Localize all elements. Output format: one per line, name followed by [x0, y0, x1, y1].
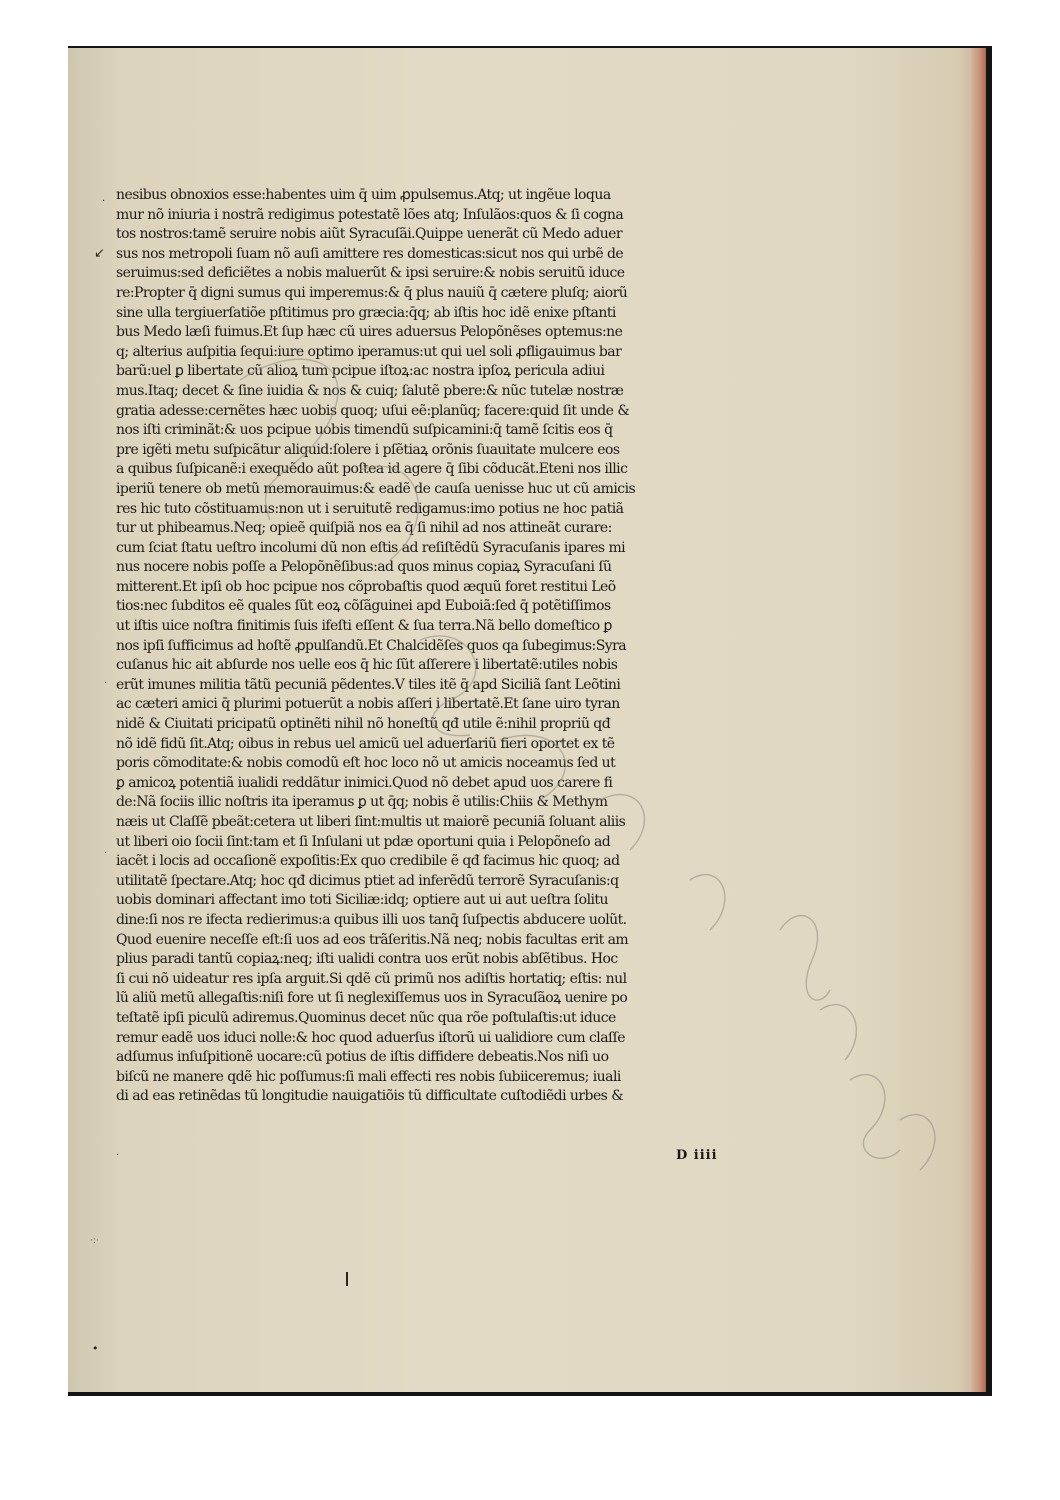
text-line: sine ulla tergiuerſatiõe pſtitimus pro græcia:q̄q; ab iſtis hoc idẽ enixe pſtanti — [116, 304, 616, 321]
text-line: barũ:uel ꝑ libertate cũ alioꝝ tum pcipue iſtoꝝ:ac nostra ipſoꝝ pericula adiui — [116, 363, 605, 380]
text-line: dine:ſi nos re ifecta redierimus:a quibus illi uos tanq̄ ſuſpectis abducere uolũt. — [116, 911, 627, 928]
text-line: uobis dominari affectant imo toti Siciliæ:idq; optiere aut ui aut ueſtra ſolitu — [116, 892, 608, 909]
margin-mark-dot: · — [104, 848, 108, 859]
text-line: utilitatẽ ſpectare.Atq; hoc qđ dicimus ptiet ad inferẽdũ terrorẽ Syracuſanis:q — [116, 872, 619, 889]
text-line: ꝑ amicoꝝ potentiã iualidi reddãtur inimici.Quod nõ debet apud uos carere fi — [116, 774, 613, 791]
text-line: ut liberi oio ſocii ſint:tam et ſi Inſulani ut pdæ oportuni quia i Pelopõneſo ad — [116, 833, 611, 850]
margin-mark-dot: · — [116, 1150, 120, 1161]
text-line: nos iſti criminãt:& uos pcipue uobis timendũ suſpicamini:q̄ tamẽ ſcitis eos q̄ — [116, 422, 613, 439]
printed-text-block — [116, 186, 768, 1107]
text-line: plius paradi tantũ copiaꝝ:neq; iſti ualidi contra uos erũt nobis abſẽtibus. Hoc — [116, 951, 618, 968]
text-line: biſcũ ne manere qdẽ hic poſſumus:ſi mali effecti res nobis ſubiiceremus; iuali — [116, 1068, 621, 1085]
text-line: di ad eas retinẽdas tũ longitudie nauigatiõis tũ difficultate cuſtodiẽdi urbes & — [116, 1088, 624, 1105]
text-line: lũ aliũ metũ allegaſtis:niſi fore ut ſi neglexiſſemus uos in Syracuſãoꝝ uenire po — [116, 990, 628, 1007]
text-line: bus Medo læſi fuimus.Et ſup hæc cũ uires aduersus Pelopõnẽses optemus:ne — [116, 324, 623, 341]
margin-mark-dot: ·:· — [90, 1236, 99, 1246]
text-line: Quod euenire neceſſe eſt:ſi uos ad eos trãſeritis.Nã neq; nobis facultas erit am — [116, 931, 629, 948]
text-line: adſumus inſuſpitionẽ uocare:cũ potius de iſtis diffidere debeatis.Nos niſi uo — [116, 1049, 609, 1066]
text-line: nesibus obnoxios esse:habentes uim q̄ uim ꝓpulsemus.Atq; ut ingẽue loqua — [116, 187, 611, 203]
text-line: pre igẽti metu suſpicãtur aliquid:ſolere i pſẽtiaꝝ orõnis ſuauitate mulcere eos — [116, 441, 620, 458]
text-line: seruimus:sed deficiẽtes a nobis maluerũt & ipsi seruire:& nobis seruitũ iduce — [116, 265, 625, 282]
text-line: teſtatẽ ipſi piculũ adiremus.Quominus decet nũc qua rõe poſtulaſtis:ut iduce — [116, 1009, 616, 1026]
text-line: gratia adesse:cernẽtes hæc uobis quoq; uſui eẽ:planũq; facere:quid ſit unde & — [116, 402, 630, 419]
margin-mark-dot: • — [92, 1342, 99, 1355]
text-line: nus nocere nobis poſſe a Pelopõnẽſibus:ad quos minus copiaꝝ Syracuſani ſũ — [116, 559, 612, 576]
text-line: poris cõmoditate:& nobis comodũ eſt hoc loco nõ ut amicis noceamus ſed ut — [116, 755, 616, 772]
text-line: nos ipſi ſufficimus ad hoſtẽ ꝓpulſandũ.Et Chalcidẽſes quos qa ſubegimus:Syra — [116, 637, 627, 654]
text-line: nidẽ & Ciuitati pricipatũ optinẽti nihil nõ honeſtũ qđ utile ẽ:nihil propriũ qđ — [116, 716, 611, 733]
text-line: tur ut phibeamus.Neq; opieẽ quiſpiã nos ea q̄ ſi nihil ad nos attineãt curare: — [116, 520, 612, 537]
signature-mark: D iiii — [676, 1148, 718, 1163]
text-line: re:Propter q̄ digni sumus qui imperemus:& q̄ plus nauiũ q̄ cætere pluſq; aiorũ — [116, 284, 628, 301]
text-line: a quibus ſuſpicanẽ:i exequẽdo aũt poſtea id agere q̄ ſibi cõducãt.Eteni nos illic — [116, 461, 628, 478]
text-line: næis ut Claſſẽ pbeãt:cetera ut liberi ſint:multis ut maiorẽ pecuniã ſoluant aliis — [116, 814, 626, 830]
text-line: cuſanus hic ait abſurde nos uelle eos q̄ hic ſũt aſſerere i libertatẽ:utiles nobis — [116, 657, 618, 674]
text-line: tios:nec ſubditos eẽ quales ſũt eoꝝ cõſãguinei apd Euboiã:ſed q̄ potẽtiſſimos — [116, 598, 611, 615]
text-line: mitterent.Et ipſi ob hoc pcipue nos cõprobaſtis quod æquũ foret restitui Leõ — [116, 578, 616, 595]
margin-mark-top: · — [102, 196, 106, 207]
text-line: q; alterius auſpitia ſequi:iure optimo iperamus:ut qui uel soli ꝓfligauimus bar — [116, 343, 622, 360]
text-line: ſi cui nõ uideatur res ipſa arguit.Si qdẽ cũ primũ nos adiſtis hortatiq; eſtis: nul — [116, 970, 627, 987]
text-line: mus.Itaq; decet & ſine iuidia & nos & cuiq; ſalutẽ pbere:& nũc tutelæ nostræ — [116, 382, 624, 399]
text-line: tos nostros:tamẽ seruire nobis aiũt Syracuſãi.Quippe uenerãt cũ Medo aduer — [116, 226, 623, 243]
text-line: mur nõ iniuria i nostrã redigimus potestatẽ lões atq; Inſulãos:quos & ſi cogna — [116, 206, 624, 223]
text-line: ut iſtis uice noſtra finitimis ſuis ifeſti eſſent & ſua terra.Nã bello domeſtico ꝑ — [116, 618, 612, 635]
text-line: sus nos metropoli ſuam nõ auſi amittere res domesticas:sicut nos qui urbẽ de — [116, 245, 624, 262]
text-line: res hic tuto cõstituamus:non ut i seruitutẽ redigamus:imo potius ne hoc patiã — [116, 500, 624, 517]
margin-mark-arrow: ↙ — [94, 246, 105, 261]
text-line: remur eadẽ uos iduci nolle:& hoc quod aduerſus iſtorũ ui ualidiore cum claſſe — [116, 1029, 626, 1046]
text-line: cum ſciat ſtatu ueſtro incolumi dũ non eſtis ad reſiſtẽdũ Syracuſanis ipares mi — [116, 539, 626, 556]
text-line: erũt imunes militia tãtũ pecuniã pẽdentes.V tiles itẽ q̄ apd Siciliã ſant Leõtini — [116, 676, 621, 693]
text-line: iperiũ tenere ob metũ memorauimus:& eadẽ de cauſa uenisse huc ut cũ amicis — [116, 480, 636, 497]
text-line: ac cæteri amici q̄ plurimi potuerũt a nobis aſſeri i libertatẽ.Et ſane uiro tyran — [116, 696, 620, 713]
margin-mark-dot: · — [104, 678, 108, 689]
page-edge-shading — [970, 48, 986, 1392]
text-line: de:Nã ſociis illic noſtris ita iperamus ꝑ ut q̄q; nobis ẽ utilis:Chiis & Methym — [116, 794, 608, 811]
text-line: iacẽt i locis ad occaſionẽ expoſitis:Ex quo credibile ẽ qđ facimus hic quoq; ad — [116, 853, 620, 870]
margin-mark-stroke — [346, 1272, 348, 1286]
text-line: nõ idẽ fidũ ſit.Atq; oibus in rebus uel amicũ uel aduerſariũ fieri oportet ex tẽ — [116, 735, 615, 752]
